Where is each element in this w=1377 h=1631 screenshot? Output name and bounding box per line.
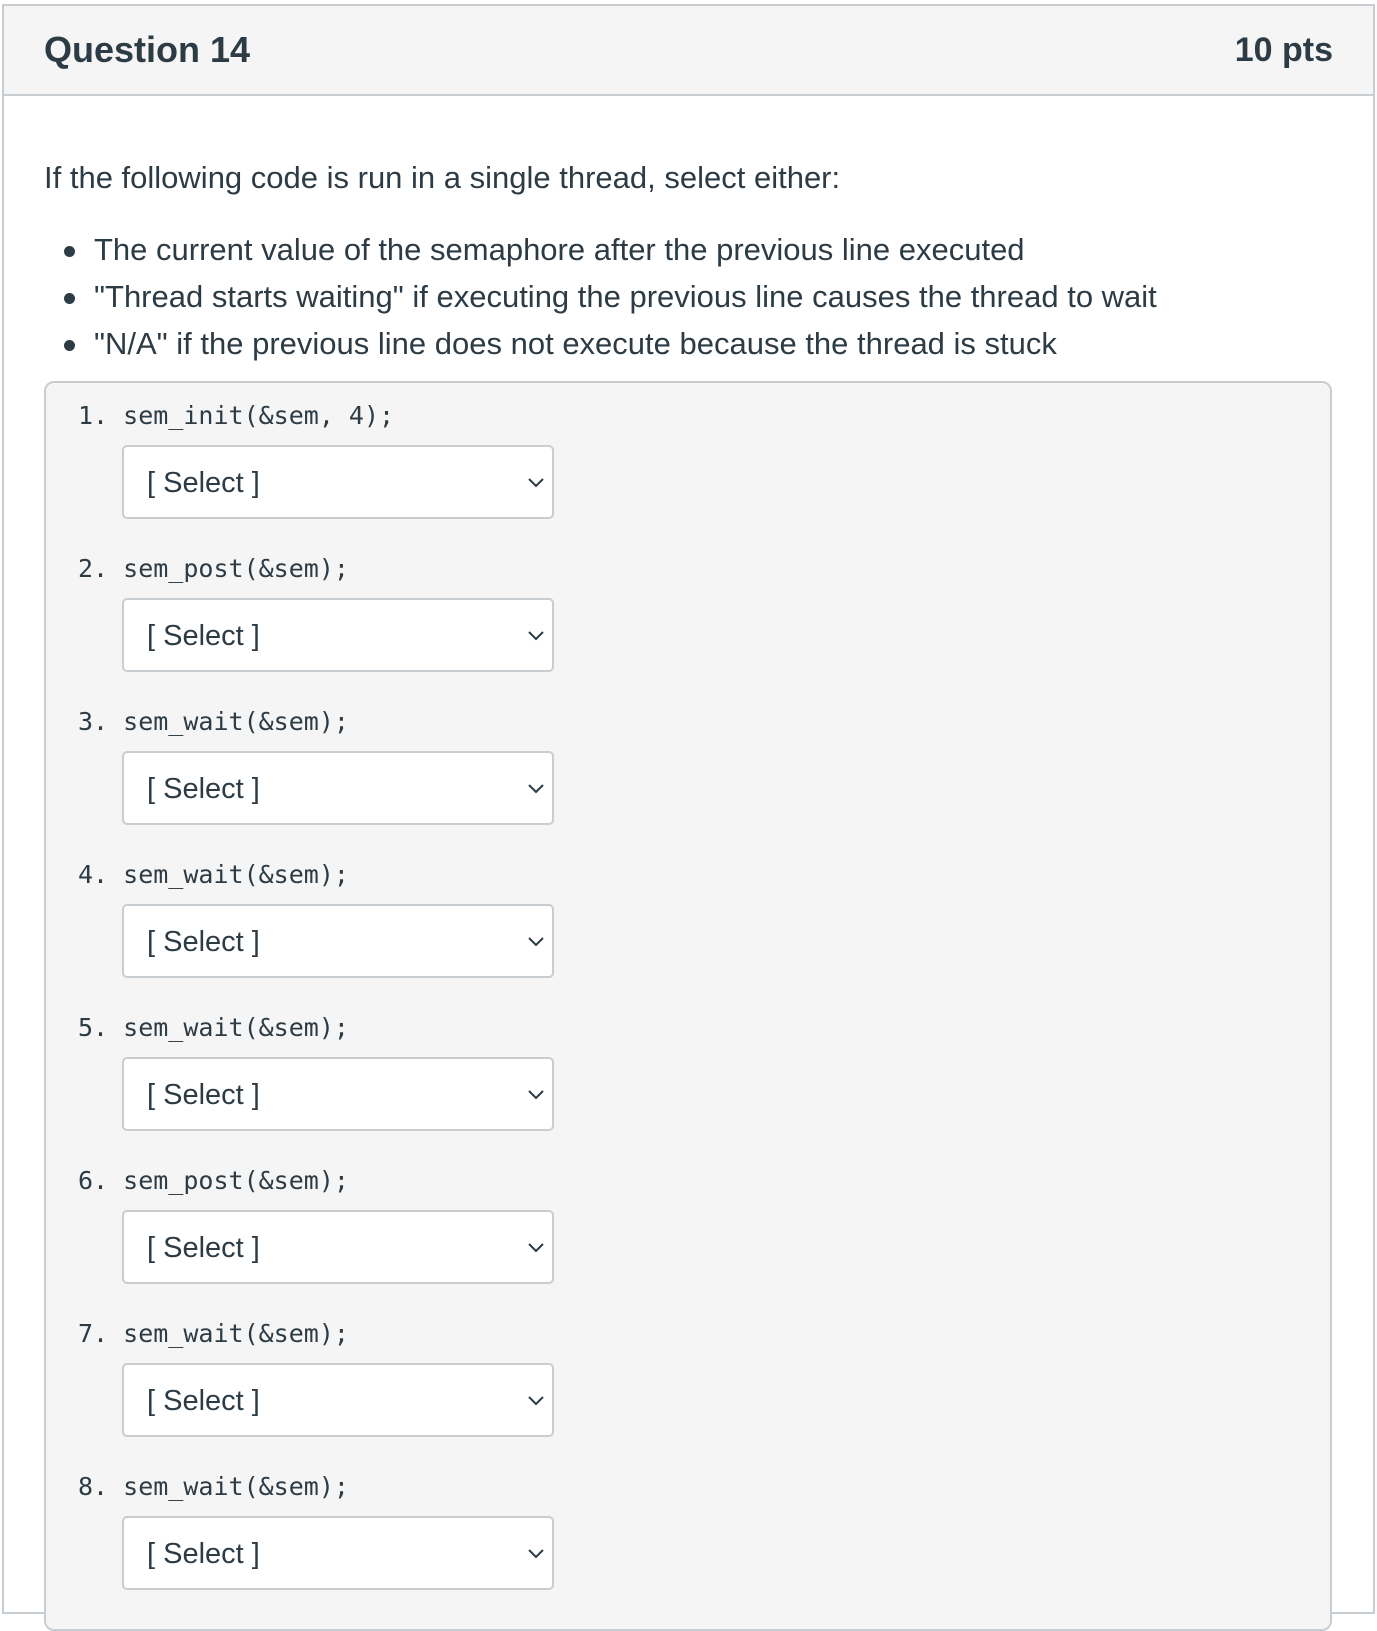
- code-line: [78, 1470, 1330, 1623]
- code-text: 7. sem_wait(&sem);: [78, 1319, 349, 1348]
- dropdown-selected-value: [ Select ]: [147, 773, 260, 805]
- instruction-item: "N/A" if the previous line does not execute because the thread is stuck: [94, 320, 1333, 367]
- code-text: 4. sem_wait(&sem);: [78, 860, 349, 889]
- answer-dropdown[interactable]: [122, 751, 554, 825]
- answer-dropdown[interactable]: [122, 1210, 554, 1284]
- answer-dropdown[interactable]: [122, 904, 554, 978]
- dropdown-selected-value: [ Select ]: [147, 1385, 260, 1417]
- code-line: [78, 705, 1330, 858]
- instruction-list: [44, 226, 1333, 367]
- answer-dropdown[interactable]: [122, 1057, 554, 1131]
- chevron-down-icon: [526, 779, 546, 799]
- answer-dropdown[interactable]: [122, 598, 554, 672]
- code-text: 3. sem_wait(&sem);: [78, 707, 349, 736]
- chevron-down-icon: [526, 1391, 546, 1411]
- dropdown-selected-value: [ Select ]: [147, 1538, 260, 1570]
- question-body: [4, 158, 1373, 1631]
- question-title: Question 14: [44, 29, 251, 70]
- chevron-down-icon: [526, 1238, 546, 1258]
- chevron-down-icon: [526, 626, 546, 646]
- question-card: [2, 4, 1375, 1614]
- question-header: [4, 6, 1373, 96]
- code-text: 1. sem_init(&sem, 4);: [78, 401, 395, 430]
- chevron-down-icon: [526, 932, 546, 952]
- chevron-down-icon: [526, 473, 546, 493]
- code-line: [78, 1317, 1330, 1470]
- code-line: [78, 1164, 1330, 1317]
- code-text: 2. sem_post(&sem);: [78, 554, 349, 583]
- dropdown-selected-value: [ Select ]: [147, 1232, 260, 1264]
- question-intro: If the following code is run in a single thread, select either:: [44, 160, 841, 195]
- code-line: [78, 858, 1330, 1011]
- answer-dropdown[interactable]: [122, 1516, 554, 1590]
- chevron-down-icon: [526, 1085, 546, 1105]
- dropdown-selected-value: [ Select ]: [147, 1079, 260, 1111]
- code-line: [78, 399, 1330, 552]
- dropdown-selected-value: [ Select ]: [147, 620, 260, 652]
- code-block: [44, 381, 1332, 1631]
- code-text: 8. sem_wait(&sem);: [78, 1472, 349, 1501]
- code-line: [78, 1011, 1330, 1164]
- dropdown-selected-value: [ Select ]: [147, 926, 260, 958]
- dropdown-selected-value: [ Select ]: [147, 467, 260, 499]
- code-text: 5. sem_wait(&sem);: [78, 1013, 349, 1042]
- answer-dropdown[interactable]: [122, 1363, 554, 1437]
- instruction-item: The current value of the semaphore after the previous line executed: [94, 226, 1333, 273]
- instruction-item: "Thread starts waiting" if executing the previous line causes the thread to wait: [94, 273, 1333, 320]
- answer-dropdown[interactable]: [122, 445, 554, 519]
- code-text: 6. sem_post(&sem);: [78, 1166, 349, 1195]
- code-line: [78, 552, 1330, 705]
- question-points: 10 pts: [1234, 30, 1333, 69]
- chevron-down-icon: [526, 1544, 546, 1564]
